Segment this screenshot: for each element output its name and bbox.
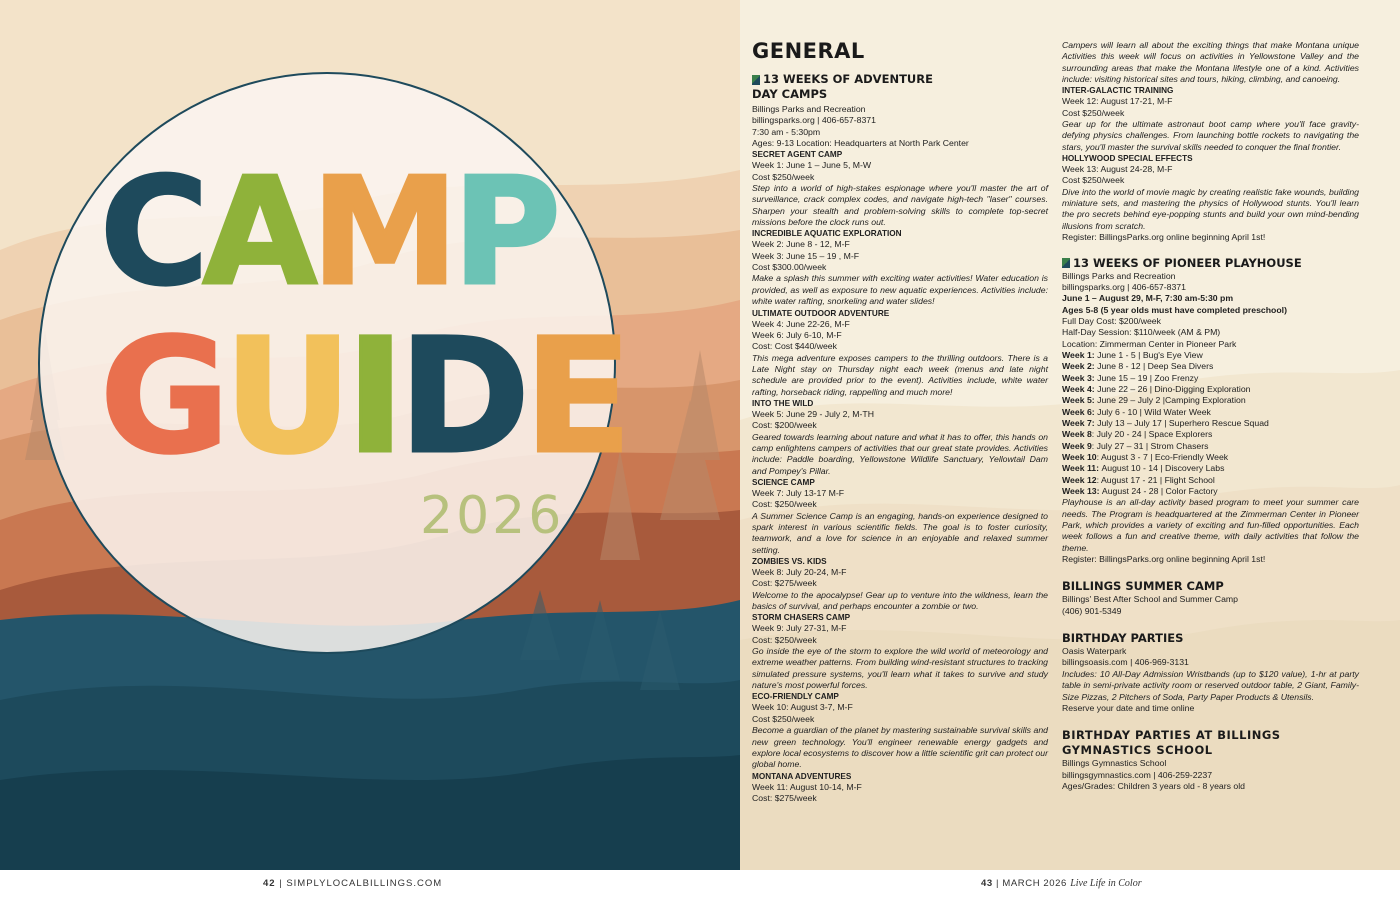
register-note: Register: BillingsParks.org online beginning April 1st! [1062, 232, 1266, 243]
contact-info: billingsgymnastics.com | 406-259-2237 [1062, 769, 1213, 780]
camp-detail: Cost $250/week [752, 171, 815, 182]
camp-name: INTER-GALACTIC TRAINING [1062, 86, 1174, 96]
week-label: Week 3: [1062, 372, 1098, 383]
week-theme: July 6 - 10 | Wild Water Week [1097, 406, 1211, 417]
camp-name: ECO-FRIENDLY CAMP [752, 692, 839, 702]
hours: 7:30 am - 5:30pm [752, 126, 821, 137]
week-item [1062, 373, 1359, 384]
title-letter: E [523, 305, 626, 489]
camp-detail: Cost: Cost $440/week [752, 341, 837, 352]
contact-info: billingsparks.org | 406-657-8371 [752, 115, 876, 126]
title-year: 2026 [420, 486, 565, 546]
camp-name: ZOMBIES VS. KIDS [752, 557, 827, 567]
camp-description: Become a guardian of the planet by mastering sustainable survival skills and new green technology. You'll engineer renewable energy gadgets and explore local ecosystems to discover how a little scientific grit can protect our global home. [752, 725, 1048, 770]
week-theme: June 22 – 26 | Dino-Digging Exploration [1097, 383, 1251, 394]
week-theme: June 15 – 19 | Zoo Frenzy [1097, 372, 1199, 383]
dates: June 1 – August 29, M-F, 7:30 am-5:30 pm [1062, 293, 1234, 304]
folio-left [263, 878, 442, 889]
camp-detail: Week 9: July 27-31, M-F [752, 623, 847, 634]
full-day-cost: Full Day Cost: $200/week [1062, 315, 1161, 326]
section-heading-general: GENERAL [752, 39, 865, 63]
week-item [1062, 441, 1359, 452]
week-theme: June 1 - 5 | Bug's Eye View [1097, 349, 1203, 360]
title-letter: P [452, 146, 555, 318]
week-item [1062, 350, 1359, 361]
camp-description: Gear up for the ultimate astronaut boot camp where you'll face gravity-defying physics challenges. From launching bottle rockets to navigating the stars, you'll master the survival skills needed to conquer the final frontier. [1062, 119, 1359, 152]
camp-detail: Cost: $250/week [752, 634, 817, 645]
camp-description: Campers will learn all about the exciting things that make Montana unique Activities this week will focus on activities in Yellowstone Valley and the surrounding areas that make the Montana lifestyle one of a kind. Activities include: visiting historical sites and tours, hiking, climbing, and canoeing. [1062, 40, 1359, 85]
week-item [1062, 407, 1359, 418]
camp-detail: Week 1: June 1 – June 5, M-W [752, 160, 872, 171]
page-number: 43 [981, 878, 993, 889]
page-footer [0, 870, 1400, 903]
camp-detail: Cost: $200/week [752, 420, 817, 431]
camp-detail: Cost $250/week [752, 713, 815, 724]
heading-adventure: 13 WEEKS OF ADVENTURE [752, 72, 1048, 87]
camp-detail: Week 6: July 6-10, M-F [752, 329, 842, 340]
camp-description: Go inside the eye of the storm to explore the wild world of meteorology and extreme weather patterns. From building wind-resistant structures to tracking simulated pressure systems, you'll learn what it takes to survive and study nature's most powerful forces. [752, 646, 1048, 691]
camp-list [1062, 85, 1359, 232]
camp-detail: Week 11: August 10-14, M-F [752, 781, 862, 792]
week-label: Week 6: [1062, 406, 1098, 417]
camp-detail: Week 12: August 17-21, M-F [1062, 96, 1173, 107]
camp-name: INTO THE WILD [752, 398, 814, 408]
week-item [1062, 463, 1359, 474]
program-description: Playhouse is an all-day activity based program to meet your summer care needs. The Program is headquartered at the Zimmerman Center in Pioneer Park, which provides a variety of exciting and fun-filled opportunities. Each week follows a fun and creative theme, with daily activities that follow the theme. [1062, 497, 1359, 553]
org-name: Billings Gymnastics School [1062, 758, 1167, 769]
ages-location: Ages: 9-13 Location: Headquarters at North Park Center [752, 138, 969, 149]
party-includes: Includes: 10 All-Day Admission Wristbands (up to $120 value), 1-hr at party table in semi-private activity room or reserved outdoor table, 2 Giant, Family-Size Pizzas, 2 Pitchers of Soda, Party Paper Products & Utensils. [1062, 668, 1359, 702]
title-letter: M [311, 146, 453, 318]
folio-text: | MARCH 2026 [992, 878, 1071, 889]
camp-description: A Summer Science Camp is an engaging, hands-on experience designed to spark interest in various scientific fields. The goal is to foster curiosity, teamwork, and a love for science in an enjoyable and relaxed summer setting. [752, 510, 1048, 555]
camp-description: Step into a world of high-stakes espionage where you'll master the art of surveillance, crack complex codes, and navigate high-tech "laser" courses. Sharpen your stealth and problem-solving skills to complete top-secret missions before the clock runs out. [752, 183, 1048, 228]
week-label: Week 12 [1062, 474, 1097, 485]
week-label: Week 4: [1062, 383, 1098, 394]
org-name: Billings Parks and Recreation [1062, 270, 1176, 281]
week-theme: : July 27 – 31 | Strom Chasers [1091, 440, 1209, 451]
camp-detail: Week 13: August 24-28, M-F [1062, 164, 1173, 175]
reserve-note: Reserve your date and time online [1062, 702, 1195, 713]
bullet-square-icon [1062, 258, 1070, 268]
camp-description: Make a splash this summer with exciting water activities! Water education is provided, as well as exposure to new aquatic experiences. Activities include: white water rafting, snorkeling and water slides! [752, 273, 1048, 307]
column-right [1062, 40, 1359, 792]
camp-detail: Week 8: July 20-24, M-F [752, 567, 847, 578]
week-item [1062, 384, 1359, 395]
ages: Ages/Grades: Children 3 years old - 8 years old [1062, 780, 1246, 791]
camp-detail: Week 4: June 22-26, M-F [752, 318, 850, 329]
title-camp [100, 146, 555, 318]
week-theme: : August 17 - 21 | Flight School [1096, 474, 1215, 485]
heading-gymnastics-parties: BIRTHDAY PARTIES AT BILLINGS GYMNASTICS SCHOOL [1062, 728, 1281, 758]
week-item [1062, 395, 1359, 406]
week-theme: June 29 – July 2 |Camping Exploration [1097, 395, 1246, 406]
heading-summer-camp: BILLINGS SUMMER CAMP [1062, 579, 1224, 594]
week-item [1062, 475, 1359, 486]
camp-name: HOLLYWOOD SPECIAL EFFECTS [1062, 154, 1193, 164]
heading-birthday-parties: BIRTHDAY PARTIES [1062, 631, 1184, 646]
org-name: Billings Parks and Recreation [752, 104, 866, 114]
week-item [1062, 486, 1359, 497]
camp-description: This mega adventure exposes campers to the thrilling outdoors. There is a Late Night stay on Thursday night each week (menus and late night schedule are provided prior to the event). Activities include, white water rafting, horseback riding, rappelling and much more! [752, 352, 1048, 397]
camp-name: INCREDIBLE AQUATIC EXPLORATION [752, 229, 902, 239]
week-item [1062, 429, 1359, 440]
camp-name: SCIENCE CAMP [752, 477, 815, 487]
title-letter: D [398, 305, 524, 489]
camp-name: ULTIMATE OUTDOOR ADVENTURE [752, 308, 890, 318]
page-number: 42 [263, 878, 276, 889]
title-letter: U [223, 305, 346, 489]
camp-detail: Week 2: June 8 - 12, M-F [752, 239, 850, 250]
camp-detail: Cost: $275/week [752, 578, 817, 589]
folio-right [981, 878, 1142, 889]
week-theme: June 8 - 12 | Deep Sea Divers [1097, 361, 1214, 372]
ages: Ages 5-8 (5 year olds must have completed preschool) [1062, 304, 1287, 315]
week-label: Week 1: [1062, 349, 1098, 360]
location: Location: Zimmerman Center in Pioneer Park [1062, 338, 1237, 349]
org-name: Oasis Waterpark [1062, 646, 1127, 657]
week-label: Week 2: [1062, 361, 1098, 372]
week-item [1062, 452, 1359, 463]
camp-detail: Cost $250/week [1062, 175, 1125, 186]
heading-pioneer: 13 WEEKS OF PIONEER PLAYHOUSE [1062, 256, 1359, 271]
week-item [1062, 418, 1359, 429]
half-day-cost: Half-Day Session: $110/week (AM & PM) [1062, 327, 1221, 338]
camp-detail: Week 7: July 13-17 M-F [752, 487, 845, 498]
camp-list [752, 149, 1048, 804]
camp-description: Welcome to the apocalypse! Gear up to venture into the wildness, learn the basics of survival, and perhaps encounter a zombie or two. [752, 589, 1048, 612]
register-note: Register: BillingsParks.org online beginning April 1st! [1062, 554, 1266, 565]
week-item [1062, 361, 1359, 372]
camp-detail: Cost: $250/week [752, 499, 817, 510]
week-label: Week 13: [1062, 486, 1102, 497]
bullet-square-icon [752, 75, 760, 85]
week-label: Week 10 [1062, 452, 1097, 462]
listings-page [740, 0, 1400, 870]
week-theme: : July 20 - 24 | Space Explorers [1091, 429, 1213, 440]
camp-name: STORM CHASERS CAMP [752, 613, 851, 623]
week-label: Week 9 [1062, 440, 1092, 451]
week-theme: August 10 - 14 | Discovery Labs [1101, 463, 1225, 474]
title-letter: G [100, 305, 224, 489]
folio-text: | SIMPLYLOCALBILLINGS.COM [275, 878, 443, 889]
heading-day-camps: DAY CAMPS [752, 87, 828, 101]
camp-name: SECRET AGENT CAMP [752, 150, 843, 160]
camp-detail: Week 10: August 3-7, M-F [752, 702, 853, 713]
title-letter: I [346, 305, 399, 489]
camp-detail: Cost $250/week [1062, 107, 1125, 118]
camp-detail: Cost: $275/week [752, 792, 817, 803]
camp-detail: Cost $300.00/week [752, 262, 827, 273]
contact-info: billingsparks.org | 406-657-8371 [1062, 281, 1186, 292]
week-label: Week 11: [1062, 463, 1102, 474]
week-theme: : August 3 - 7 | Eco-Friendly Week [1096, 452, 1229, 462]
week-label: Week 5: [1062, 395, 1098, 406]
summer-camp-phone: (406) 901-5349 [1062, 605, 1122, 616]
camp-name: MONTANA ADVENTURES [752, 771, 852, 781]
title-letter: A [202, 146, 312, 318]
contact-info: billingsoasis.com | 406-969-3131 [1062, 657, 1189, 668]
title-guide [100, 305, 626, 489]
camp-detail: Week 3: June 15 – 19 , M-F [752, 250, 860, 261]
summer-camp-tagline: Billings' Best After School and Summer Camp [1062, 594, 1238, 605]
camp-description: Dive into the world of movie magic by creating realistic fake wounds, building miniature sets, and mastering the physics of Hollywood stunts. You'll learn the pro secrets behind eye-popping stunts and build your own mind-bending illusions from scratch. [1062, 186, 1359, 231]
week-label: Week 8 [1062, 429, 1092, 440]
week-list [1062, 350, 1359, 497]
magazine-tagline: Live Life in Color [1070, 878, 1142, 889]
week-label: Week 7: [1062, 417, 1098, 428]
title-letter: C [100, 146, 203, 318]
week-theme: July 13 – July 17 | Superhero Rescue Squad [1097, 417, 1269, 428]
camp-detail: Week 5: June 29 - July 2, M-TH [752, 408, 874, 419]
week-theme: August 24 - 28 | Color Factory [1101, 486, 1218, 497]
camp-description: Geared towards learning about nature and what it has to offer, this hands on camp enlightens campers of activities that our great state provides. Activities include: Paddle boarding, Yellowstone Wildlife Sanctuary, Yellowtail Dam and Pompey's Pillar. [752, 431, 1048, 476]
column-left [752, 38, 1048, 804]
